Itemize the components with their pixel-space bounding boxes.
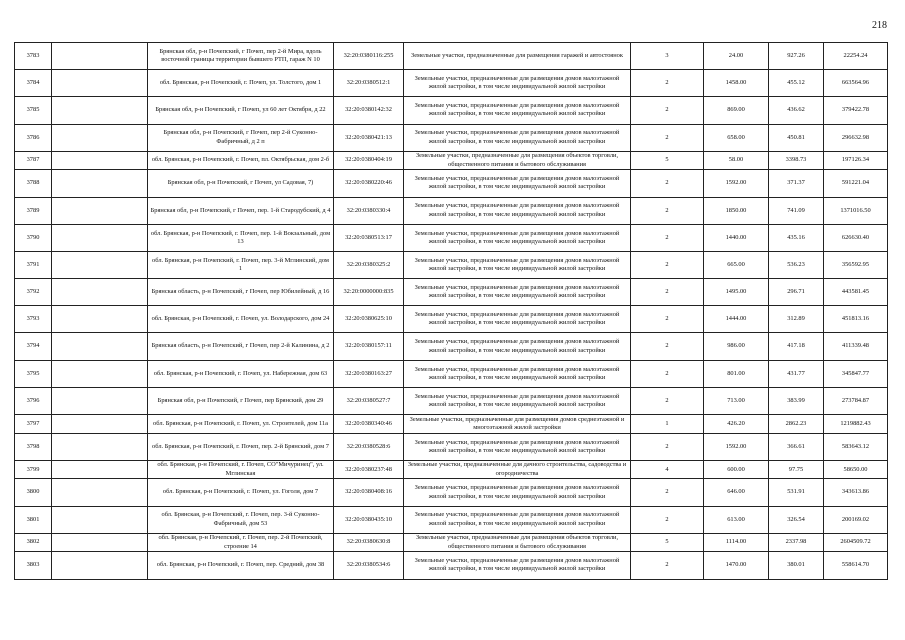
cadastral-value-cell: 451813.16 [824,306,888,333]
address-cell: обл. Брянская, р-н Почепский, г. Почеп, СО"Мичуринец", ул. Мглинская [148,460,334,479]
address-cell: Брянская область, р-н Почепский, г Почеп, пер Юбилейный, д 16 [148,279,334,306]
specific-value-cell: 436.62 [769,97,824,124]
land-use-cell: Земельные участки, предназначенные для размещения домов малоэтажной жилой застройки, в том числе индивидуальной жилой застройки [404,387,631,414]
table-row [15,43,888,70]
area-cell: 1592.00 [704,170,769,197]
address-cell: Брянская область, р-н Почепский, г Почеп, пер 2-й Калинина, д 2 [148,333,334,360]
cadastral-value-cell: 591221.04 [824,170,888,197]
cadastral-value-cell: 58650.00 [824,460,888,479]
table-row [15,360,888,387]
table-row [15,224,888,251]
land-use-cell: Земельные участки, предназначенные для размещения домов малоэтажной жилой застройки, в том числе индивидуальной жилой застройки [404,97,631,124]
group-cell: 2 [631,306,704,333]
cadastral-number-cell: 32:20:0380142:32 [334,97,404,124]
cadastral-number-cell: 32:20:0380528:6 [334,433,404,460]
empty-cell [52,533,148,552]
group-cell: 2 [631,360,704,387]
cadastral-number-cell: 32:20:0380404:19 [334,151,404,170]
row-number-cell: 3784 [15,70,52,97]
row-number-cell: 3802 [15,533,52,552]
cadastral-value-cell: 1219882.43 [824,415,888,434]
cadastral-value-cell: 663564.96 [824,70,888,97]
address-cell: обл. Брянская, р-н Почепский, г. Почеп, ул. Строителей, дом 11а [148,415,334,434]
cadastral-number-cell: 32:20:0380163:27 [334,360,404,387]
empty-cell [52,97,148,124]
row-number-cell: 3798 [15,433,52,460]
specific-value-cell: 312.89 [769,306,824,333]
empty-cell [52,552,148,579]
empty-cell [52,415,148,434]
area-cell: 1458.00 [704,70,769,97]
cadastral-value-cell: 345847.77 [824,360,888,387]
group-cell: 2 [631,387,704,414]
row-number-cell: 3786 [15,124,52,151]
address-cell: обл. Брянская, р-н Почепский, г. Почеп, ул. Толстого, дом 1 [148,70,334,97]
specific-value-cell: 2862.23 [769,415,824,434]
land-use-cell: Земельные участки, предназначенные для размещения домов малоэтажной жилой застройки, в том числе индивидуальной жилой застройки [404,251,631,278]
table-row [15,70,888,97]
table-row [15,151,888,170]
table-row [15,197,888,224]
empty-cell [52,479,148,506]
row-number-cell: 3800 [15,479,52,506]
empty-cell [52,387,148,414]
cadastral-number-cell: 32:20:0380625:10 [334,306,404,333]
table-row [15,460,888,479]
cadastral-number-cell: 32:20:0380630:8 [334,533,404,552]
table-body [15,43,888,580]
specific-value-cell: 371.37 [769,170,824,197]
table-row [15,387,888,414]
area-cell: 1592.00 [704,433,769,460]
specific-value-cell: 455.12 [769,70,824,97]
empty-cell [52,151,148,170]
group-cell: 2 [631,197,704,224]
empty-cell [52,433,148,460]
table-row [15,415,888,434]
cadastral-number-cell: 32:20:0380237:48 [334,460,404,479]
land-use-cell: Земельные участки, предназначенные для размещения объектов торговли, общественного питания и бытового обслуживания [404,533,631,552]
group-cell: 2 [631,552,704,579]
land-use-cell: Земельные участки, предназначенные для размещения домов малоэтажной жилой застройки, в том числе индивидуальной жилой застройки [404,197,631,224]
specific-value-cell: 450.81 [769,124,824,151]
land-use-cell: Земельные участки, предназначенные для размещения домов малоэтажной жилой застройки, в том числе индивидуальной жилой застройки [404,333,631,360]
row-number-cell: 3793 [15,306,52,333]
specific-value-cell: 435.16 [769,224,824,251]
cadastral-number-cell: 32:20:0380534:6 [334,552,404,579]
specific-value-cell: 383.99 [769,387,824,414]
area-cell: 58.00 [704,151,769,170]
table-row [15,533,888,552]
group-cell: 2 [631,279,704,306]
table-row [15,506,888,533]
group-cell: 2 [631,433,704,460]
row-number-cell: 3801 [15,506,52,533]
group-cell: 2 [631,479,704,506]
table-row [15,97,888,124]
specific-value-cell: 380.01 [769,552,824,579]
group-cell: 3 [631,43,704,70]
cadastral-number-cell: 32:20:0380512:1 [334,70,404,97]
cadastral-number-cell: 32:20:0380421:13 [334,124,404,151]
cadastral-number-cell: 32:20:0380157:11 [334,333,404,360]
row-number-cell: 3790 [15,224,52,251]
area-cell: 713.00 [704,387,769,414]
row-number-cell: 3787 [15,151,52,170]
specific-value-cell: 927.26 [769,43,824,70]
land-use-cell: Земельные участки, предназначенные для размещения объектов торговли, общественного питания и бытового обслуживания [404,151,631,170]
specific-value-cell: 2337.98 [769,533,824,552]
cadastral-number-cell: 32:20:0380513:17 [334,224,404,251]
group-cell: 2 [631,97,704,124]
cadastral-value-cell: 356592.95 [824,251,888,278]
cadastral-value-cell: 343613.86 [824,479,888,506]
land-use-cell: Земельные участки, предназначенные для размещения домов малоэтажной жилой застройки, в том числе индивидуальной жилой застройки [404,124,631,151]
row-number-cell: 3799 [15,460,52,479]
cadastral-value-cell: 379422.78 [824,97,888,124]
address-cell: Брянская обл, р-н Почепский, г Почеп, пер. 1-й Стародубский, д 4 [148,197,334,224]
area-cell: 1495.00 [704,279,769,306]
specific-value-cell: 296.71 [769,279,824,306]
land-use-cell: Земельные участки, предназначенные для размещения домов малоэтажной жилой застройки, в том числе индивидуальной жилой застройки [404,279,631,306]
area-cell: 24.00 [704,43,769,70]
specific-value-cell: 431.77 [769,360,824,387]
cadastral-value-cell: 1371016.50 [824,197,888,224]
row-number-cell: 3791 [15,251,52,278]
row-number-cell: 3783 [15,43,52,70]
cadastral-number-cell: 32:20:0380116:255 [334,43,404,70]
empty-cell [52,360,148,387]
address-cell: обл. Брянская, р-н Почепский, г. Почеп, пер. 2-й Брянский, дом 7 [148,433,334,460]
group-cell: 2 [631,333,704,360]
specific-value-cell: 326.54 [769,506,824,533]
land-parcel-table [14,42,888,580]
land-use-cell: Земельные участки, предназначенные для размещения домов малоэтажной жилой застройки, в том числе индивидуальной жилой застройки [404,479,631,506]
empty-cell [52,279,148,306]
address-cell: обл. Брянская, р-н Почепский, г. Почеп, пер. Средний, дом 38 [148,552,334,579]
address-cell: Брянская обл, р-н Почепский, г Почеп, ул 60 лет Октября, д 22 [148,97,334,124]
table-row [15,479,888,506]
empty-cell [52,197,148,224]
row-number-cell: 3794 [15,333,52,360]
cadastral-number-cell: 32:20:0380330:4 [334,197,404,224]
cadastral-value-cell: 626630.40 [824,224,888,251]
cadastral-value-cell: 443581.45 [824,279,888,306]
address-cell: Брянская обл, р-н Почепский, г Почеп, пер 2-й Суконно-Фабричный, д 2 п [148,124,334,151]
group-cell: 1 [631,415,704,434]
cadastral-value-cell: 273784.87 [824,387,888,414]
empty-cell [52,70,148,97]
area-cell: 801.00 [704,360,769,387]
row-number-cell: 3788 [15,170,52,197]
cadastral-value-cell: 558614.70 [824,552,888,579]
table-row [15,124,888,151]
cadastral-value-cell: 296632.98 [824,124,888,151]
group-cell: 2 [631,251,704,278]
table-row [15,333,888,360]
cadastral-value-cell: 200169.02 [824,506,888,533]
row-number-cell: 3792 [15,279,52,306]
page-number: 218 [872,20,887,31]
area-cell: 1850.00 [704,197,769,224]
row-number-cell: 3795 [15,360,52,387]
specific-value-cell: 531.91 [769,479,824,506]
area-cell: 1444.00 [704,306,769,333]
cadastral-number-cell: 32:20:0380340:46 [334,415,404,434]
specific-value-cell: 3398.73 [769,151,824,170]
cadastral-number-cell: 32:20:0380408:16 [334,479,404,506]
address-cell: обл. Брянская, р-н Почепский, г. Почеп, ул. Набережная, дом 63 [148,360,334,387]
specific-value-cell: 366.61 [769,433,824,460]
area-cell: 869.00 [704,97,769,124]
address-cell: обл. Брянская, р-н Почепский, г. Почеп, пл. Октябрьская, дом 2-б [148,151,334,170]
cadastral-value-cell: 583643.12 [824,433,888,460]
table-row [15,251,888,278]
area-cell: 646.00 [704,479,769,506]
empty-cell [52,224,148,251]
land-use-cell: Земельные участки, предназначенные для размещения домов малоэтажной жилой застройки, в том числе индивидуальной жилой застройки [404,506,631,533]
land-use-cell: Земельные участки, предназначенные для размещения гаражей и автостоянок [404,43,631,70]
area-cell: 986.00 [704,333,769,360]
land-use-cell: Земельные участки, предназначенные для размещения домов малоэтажной жилой застройки, в том числе индивидуальной жилой застройки [404,224,631,251]
address-cell: Брянская обл, р-н Почепский, г Почеп, пер Брянский, дом 29 [148,387,334,414]
empty-cell [52,124,148,151]
row-number-cell: 3796 [15,387,52,414]
group-cell: 5 [631,533,704,552]
cadastral-value-cell: 197126.34 [824,151,888,170]
cadastral-number-cell: 32:20:0380220:46 [334,170,404,197]
address-cell: обл. Брянская, р-н Почепский, г. Почеп, пер. 3-й Суконно-Фабричный, дом 53 [148,506,334,533]
land-use-cell: Земельные участки, предназначенные для размещения домов малоэтажной жилой застройки, в том числе индивидуальной жилой застройки [404,170,631,197]
area-cell: 1114.00 [704,533,769,552]
row-number-cell: 3789 [15,197,52,224]
group-cell: 5 [631,151,704,170]
address-cell: обл. Брянская, р-н Почепский, г. Почеп, пер. 3-й Мглинский, дом 1 [148,251,334,278]
address-cell: Брянская обл, р-н Почепский, г Почеп, ул Садовая, 7) [148,170,334,197]
table-row [15,552,888,579]
empty-cell [52,43,148,70]
table-row [15,170,888,197]
land-use-cell: Земельные участки, предназначенные для размещения домов малоэтажной жилой застройки, в том числе индивидуальной жилой застройки [404,70,631,97]
specific-value-cell: 536.23 [769,251,824,278]
row-number-cell: 3785 [15,97,52,124]
land-use-cell: Земельные участки, предназначенные для размещения домов среднеэтажной и многоэтажной жилой застройки [404,415,631,434]
land-use-cell: Земельные участки, предназначенные для размещения домов малоэтажной жилой застройки, в том числе индивидуальной жилой застройки [404,306,631,333]
cadastral-number-cell: 32:20:0380435:10 [334,506,404,533]
land-use-cell: Земельные участки, предназначенные для размещения домов малоэтажной жилой застройки, в том числе индивидуальной жилой застройки [404,552,631,579]
land-use-cell: Земельные участки, предназначенные для размещения домов малоэтажной жилой застройки, в том числе индивидуальной жилой застройки [404,360,631,387]
land-use-cell: Земельные участки, предназначенные для размещения домов малоэтажной жилой застройки, в том числе индивидуальной жилой застройки [404,433,631,460]
area-cell: 1470.00 [704,552,769,579]
empty-cell [52,333,148,360]
table-row [15,279,888,306]
address-cell: обл. Брянская, р-н Почепский, г. Почеп, пер. 1-й Вокзальный, дом 13 [148,224,334,251]
land-use-cell: Земельные участки, предназначенные для дачного строительства, садоводства и огородничества [404,460,631,479]
cadastral-number-cell: 32:20:0000000:835 [334,279,404,306]
row-number-cell: 3803 [15,552,52,579]
group-cell: 2 [631,506,704,533]
cadastral-value-cell: 2604509.72 [824,533,888,552]
group-cell: 2 [631,70,704,97]
cadastral-value-cell: 22254.24 [824,43,888,70]
specific-value-cell: 97.75 [769,460,824,479]
table-row [15,433,888,460]
group-cell: 2 [631,224,704,251]
empty-cell [52,460,148,479]
area-cell: 1440.00 [704,224,769,251]
area-cell: 665.00 [704,251,769,278]
group-cell: 4 [631,460,704,479]
cadastral-value-cell: 411339.48 [824,333,888,360]
area-cell: 426.20 [704,415,769,434]
group-cell: 2 [631,124,704,151]
empty-cell [52,506,148,533]
empty-cell [52,251,148,278]
specific-value-cell: 417.18 [769,333,824,360]
row-number-cell: 3797 [15,415,52,434]
table-row [15,306,888,333]
empty-cell [52,306,148,333]
specific-value-cell: 741.09 [769,197,824,224]
empty-cell [52,170,148,197]
area-cell: 600.00 [704,460,769,479]
group-cell: 2 [631,170,704,197]
address-cell: Брянская обл, р-н Почепский, г Почеп, пер 2-й Мира, вдоль восточной границы территории бывшего РТП, гараж N 10 [148,43,334,70]
cadastral-number-cell: 32:20:0380325:2 [334,251,404,278]
address-cell: обл. Брянская, р-н Почепский, г. Почеп, ул. Гоголя, дом 7 [148,479,334,506]
address-cell: обл. Брянская, р-н Почепский, г. Почеп, пер. 2-й Почепский, строение 14 [148,533,334,552]
area-cell: 658.00 [704,124,769,151]
cadastral-number-cell: 32:20:0380527:7 [334,387,404,414]
address-cell: обл. Брянская, р-н Почепский, г. Почеп, ул. Володарского, дом 24 [148,306,334,333]
area-cell: 613.00 [704,506,769,533]
